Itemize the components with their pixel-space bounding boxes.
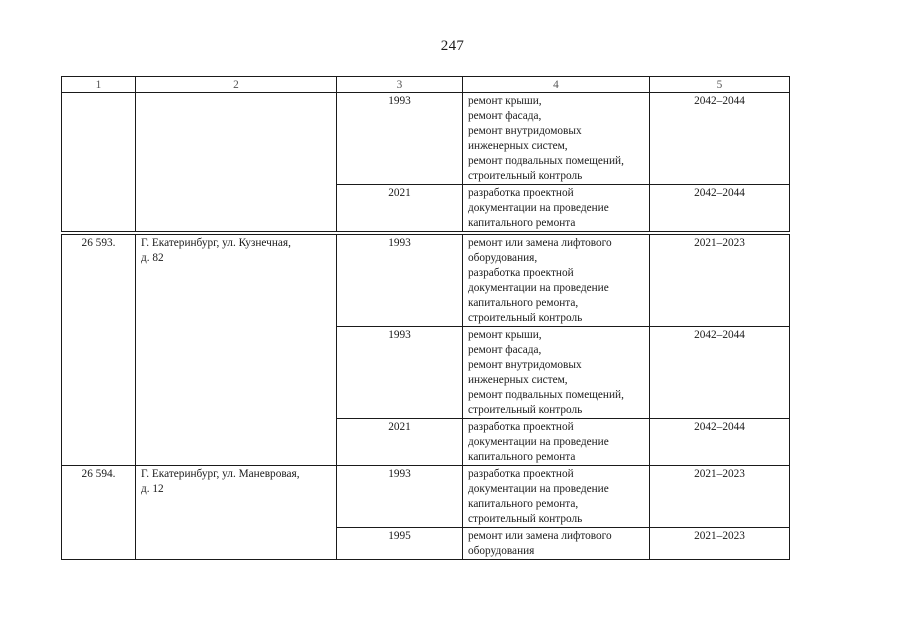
work-line: ремонт внутридомовых — [468, 359, 582, 371]
work-line: капитального ремонта — [468, 217, 576, 229]
period-cell: 2021–2023 — [650, 235, 790, 327]
work-line: ремонт или замена лифтового — [468, 237, 612, 249]
work-line: ремонт подвальных помещений, — [468, 389, 624, 401]
period-cell: 2042–2044 — [650, 327, 790, 419]
year-cell: 1993 — [337, 466, 463, 528]
work-line: документации на проведение — [468, 483, 609, 495]
entry-number-cell: 26 594. — [62, 466, 136, 560]
work-line: ремонт фасада, — [468, 344, 542, 356]
work-line: документации на проведение — [468, 282, 609, 294]
entry-number-cell: 26 593. — [62, 235, 136, 466]
column-number-3: 3 — [337, 77, 463, 93]
work-line: ремонт или замена лифтового — [468, 530, 612, 542]
work-line: строительный контроль — [468, 513, 583, 525]
work-line: документации на проведение — [468, 436, 609, 448]
column-number-1: 1 — [62, 77, 136, 93]
work-line: оборудования, — [468, 252, 538, 264]
works-cell — [463, 466, 650, 528]
work-line: инженерных систем, — [468, 374, 568, 386]
year-cell: 1993 — [337, 235, 463, 327]
period-cell: 2021–2023 — [650, 528, 790, 560]
year-cell: 2021 — [337, 419, 463, 466]
work-line: документации на проведение — [468, 202, 609, 214]
works-cell — [463, 93, 650, 185]
works-cell — [463, 235, 650, 327]
address-line: д. 12 — [141, 483, 164, 495]
table-header-row — [62, 77, 790, 93]
work-line: ремонт подвальных помещений, — [468, 155, 624, 167]
address-line: Г. Екатеринбург, ул. Маневровая, — [141, 468, 300, 480]
work-line: ремонт фасада, — [468, 110, 542, 122]
work-line: ремонт внутридомовых — [468, 125, 582, 137]
table-row — [62, 466, 790, 528]
work-line: капитального ремонта, — [468, 297, 579, 309]
work-line: ремонт крыши, — [468, 95, 542, 107]
period-cell: 2021–2023 — [650, 466, 790, 528]
column-number-4: 4 — [463, 77, 650, 93]
entry-address-cell — [136, 466, 337, 560]
schedule-table-continued — [61, 76, 790, 232]
schedule-table — [61, 234, 790, 560]
works-cell — [463, 528, 650, 560]
table-row — [62, 235, 790, 327]
entry-number-cell — [62, 93, 136, 232]
entry-address-cell — [136, 93, 337, 232]
work-line: разработка проектной — [468, 267, 574, 279]
year-cell: 2021 — [337, 185, 463, 232]
works-cell — [463, 419, 650, 466]
page-number: 247 — [440, 38, 465, 54]
work-line: строительный контроль — [468, 170, 583, 182]
work-line: разработка проектной — [468, 421, 574, 433]
address-line: Г. Екатеринбург, ул. Кузнечная, — [141, 237, 291, 249]
works-cell — [463, 327, 650, 419]
works-cell — [463, 185, 650, 232]
year-cell: 1995 — [337, 528, 463, 560]
column-number-5: 5 — [650, 77, 790, 93]
column-number-2: 2 — [136, 77, 337, 93]
work-line: ремонт крыши, — [468, 329, 542, 341]
year-cell: 1993 — [337, 93, 463, 185]
work-line: разработка проектной — [468, 187, 574, 199]
work-line: разработка проектной — [468, 468, 574, 480]
year-cell: 1993 — [337, 327, 463, 419]
entry-address-cell — [136, 235, 337, 466]
period-cell: 2042–2044 — [650, 93, 790, 185]
period-cell: 2042–2044 — [650, 185, 790, 232]
period-cell: 2042–2044 — [650, 419, 790, 466]
work-line: капитального ремонта, — [468, 498, 579, 510]
work-line: инженерных систем, — [468, 140, 568, 152]
work-line: строительный контроль — [468, 404, 583, 416]
table-row — [62, 93, 790, 185]
work-line: капитального ремонта — [468, 451, 576, 463]
work-line: строительный контроль — [468, 312, 583, 324]
address-line: д. 82 — [141, 252, 164, 264]
work-line: оборудования — [468, 545, 535, 557]
